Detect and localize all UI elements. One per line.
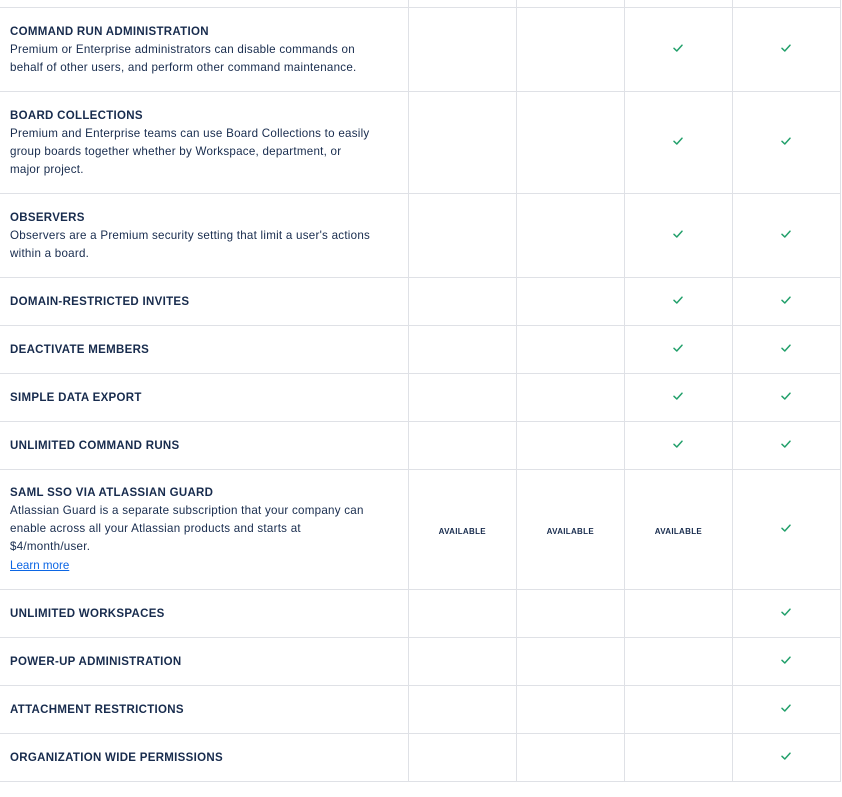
plan-cell bbox=[408, 278, 516, 326]
learn-more-link[interactable]: Learn more bbox=[10, 559, 70, 572]
plan-cell bbox=[732, 374, 840, 422]
plan-cell bbox=[624, 374, 732, 422]
feature-title: OBSERVERS bbox=[10, 211, 85, 224]
table-row bbox=[0, 686, 841, 734]
feature-cell bbox=[0, 194, 408, 278]
feature-description-line: Atlassian Guard is a separate subscription that your company can bbox=[10, 504, 364, 517]
plan-cell bbox=[732, 194, 840, 278]
plan-cell bbox=[516, 194, 624, 278]
check-icon bbox=[672, 390, 684, 402]
plan-cell bbox=[408, 734, 516, 782]
plan-cell bbox=[516, 374, 624, 422]
check-icon bbox=[780, 522, 792, 534]
feature-description-line: within a board. bbox=[10, 246, 90, 260]
plan-cell bbox=[624, 590, 732, 638]
feature-description-line: group boards together whether by Workspace, department, or bbox=[10, 144, 342, 158]
check-icon bbox=[780, 342, 792, 354]
plan-cell bbox=[408, 686, 516, 734]
feature-description-line: Observers are a Premium security setting that limit a user's actions bbox=[10, 228, 371, 242]
plan-cell bbox=[408, 374, 516, 422]
plan-cell bbox=[624, 0, 732, 8]
plan-cell bbox=[516, 8, 624, 92]
feature-title: ATTACHMENT RESTRICTIONS bbox=[10, 703, 184, 716]
feature-cell bbox=[0, 590, 408, 638]
feature-description-line: Premium or Enterprise administrators can disable commands on bbox=[10, 42, 355, 56]
feature-cell bbox=[0, 638, 408, 686]
plan-cell bbox=[732, 686, 840, 734]
check-icon bbox=[672, 342, 684, 354]
plan-cell bbox=[732, 326, 840, 374]
feature-title: SIMPLE DATA EXPORT bbox=[10, 391, 142, 404]
check-icon bbox=[780, 654, 792, 666]
plan-cell bbox=[516, 326, 624, 374]
check-icon bbox=[672, 438, 684, 450]
plan-cell bbox=[408, 326, 516, 374]
plan-cell bbox=[516, 686, 624, 734]
feature-description-line: major project. bbox=[10, 162, 84, 176]
table-row bbox=[0, 470, 841, 590]
plan-cell bbox=[732, 470, 840, 590]
table-row bbox=[0, 194, 841, 278]
feature-title: COMMAND RUN ADMINISTRATION bbox=[10, 25, 209, 38]
plan-cell bbox=[732, 734, 840, 782]
check-icon bbox=[780, 294, 792, 306]
feature-title: UNLIMITED WORKSPACES bbox=[10, 607, 165, 620]
feature-title: POWER-UP ADMINISTRATION bbox=[10, 655, 182, 668]
check-icon bbox=[780, 42, 792, 54]
feature-cell bbox=[0, 374, 408, 422]
check-icon bbox=[780, 390, 792, 402]
plan-cell bbox=[624, 326, 732, 374]
check-icon bbox=[780, 228, 792, 240]
table-top-edge bbox=[0, 0, 841, 8]
plan-cell bbox=[408, 470, 516, 590]
plan-cell bbox=[624, 686, 732, 734]
availability-label: AVAILABLE bbox=[438, 526, 486, 536]
check-icon bbox=[780, 702, 792, 714]
feature-cell bbox=[0, 326, 408, 374]
plan-cell bbox=[732, 590, 840, 638]
check-icon bbox=[780, 438, 792, 450]
plan-cell bbox=[408, 194, 516, 278]
plan-cell bbox=[516, 734, 624, 782]
plan-cell bbox=[732, 422, 840, 470]
plan-cell bbox=[624, 638, 732, 686]
feature-cell bbox=[0, 422, 408, 470]
plan-cell bbox=[624, 8, 732, 92]
plan-cell bbox=[732, 8, 840, 92]
feature-title: SAML SSO VIA ATLASSIAN GUARD bbox=[10, 487, 214, 499]
plan-cell bbox=[624, 422, 732, 470]
feature-cell bbox=[0, 8, 408, 92]
feature-description-line: $4/month/user. bbox=[10, 540, 91, 553]
plan-cell bbox=[516, 590, 624, 638]
table-row bbox=[0, 590, 841, 638]
plan-cell bbox=[408, 422, 516, 470]
feature-title: ORGANIZATION WIDE PERMISSIONS bbox=[10, 751, 223, 764]
feature-cell bbox=[0, 470, 408, 590]
table-row bbox=[0, 638, 841, 686]
plan-cell bbox=[516, 638, 624, 686]
check-icon bbox=[780, 606, 792, 618]
table-row bbox=[0, 422, 841, 470]
check-icon bbox=[672, 42, 684, 54]
plan-cell bbox=[624, 194, 732, 278]
plan-cell bbox=[408, 92, 516, 194]
plan-cell bbox=[516, 422, 624, 470]
check-icon bbox=[672, 135, 684, 147]
plan-cell bbox=[408, 0, 516, 8]
table-row bbox=[0, 374, 841, 422]
table-row bbox=[0, 92, 841, 194]
feature-description-line: Premium and Enterprise teams can use Board Collections to easily bbox=[10, 126, 370, 140]
plan-cell bbox=[624, 734, 732, 782]
availability-label: AVAILABLE bbox=[546, 526, 594, 536]
check-icon bbox=[780, 750, 792, 762]
plan-cell bbox=[516, 470, 624, 590]
check-icon bbox=[672, 228, 684, 240]
plan-cell bbox=[516, 0, 624, 8]
feature-description-line: behalf of other users, and perform other command maintenance. bbox=[10, 60, 357, 74]
table-row bbox=[0, 326, 841, 374]
check-icon bbox=[672, 294, 684, 306]
plan-cell bbox=[408, 638, 516, 686]
table-row bbox=[0, 734, 841, 782]
feature-title: UNLIMITED COMMAND RUNS bbox=[10, 439, 180, 452]
feature-title: DOMAIN-RESTRICTED INVITES bbox=[10, 295, 190, 308]
plan-cell bbox=[516, 92, 624, 194]
plan-cell bbox=[732, 638, 840, 686]
plan-cell bbox=[732, 0, 840, 8]
feature-cell bbox=[0, 92, 408, 194]
check-icon bbox=[780, 135, 792, 147]
table-row bbox=[0, 278, 841, 326]
availability-label: AVAILABLE bbox=[654, 526, 703, 536]
plan-cell bbox=[732, 278, 840, 326]
feature-cell bbox=[0, 734, 408, 782]
feature-title: DEACTIVATE MEMBERS bbox=[10, 343, 150, 356]
plan-cell bbox=[624, 92, 732, 194]
feature-description-line: enable across all your Atlassian products and starts at bbox=[10, 522, 301, 535]
feature-cell bbox=[0, 0, 408, 8]
table-row bbox=[0, 8, 841, 92]
plan-cell bbox=[516, 278, 624, 326]
feature-cell bbox=[0, 686, 408, 734]
plan-cell bbox=[408, 8, 516, 92]
plan-cell bbox=[624, 470, 732, 590]
plan-cell bbox=[408, 590, 516, 638]
plan-cell bbox=[624, 278, 732, 326]
plan-cell bbox=[732, 92, 840, 194]
feature-title: BOARD COLLECTIONS bbox=[10, 109, 143, 122]
feature-cell bbox=[0, 278, 408, 326]
